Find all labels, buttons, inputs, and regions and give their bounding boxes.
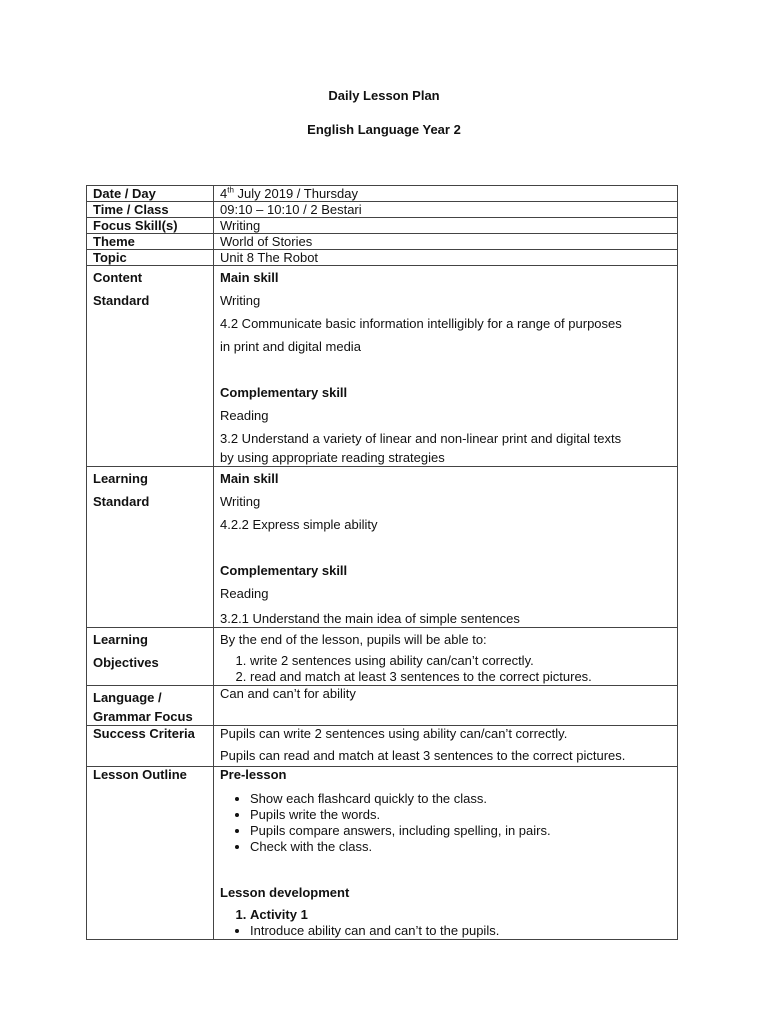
objectives-value bbox=[214, 628, 678, 686]
document-subtitle: English Language Year 2 bbox=[307, 122, 461, 137]
content-label-line1: Content bbox=[93, 270, 143, 285]
objectives-label bbox=[87, 628, 214, 686]
content-comp-heading: Complementary skill bbox=[220, 385, 348, 400]
outline-value bbox=[214, 767, 678, 940]
ls-comp-heading: Complementary skill bbox=[220, 563, 348, 578]
pre-lesson-heading: Pre-lesson bbox=[220, 767, 287, 782]
theme-label: Theme bbox=[87, 234, 214, 250]
focus-value: Writing bbox=[214, 218, 678, 234]
row-objectives bbox=[87, 628, 678, 686]
ls-comp-skill: Reading bbox=[220, 586, 269, 601]
content-comp-skill: Reading bbox=[220, 408, 269, 423]
content-standard-label bbox=[87, 266, 214, 467]
objective-item: 1. write 2 sentences using ability can/can’t correctly. bbox=[250, 653, 671, 669]
content-comp-line1: 3.2 Understand a variety of linear and non-linear print and digital texts bbox=[220, 431, 622, 446]
content-main-line2: in print and digital media bbox=[220, 339, 361, 354]
time-value: 09:10 – 10:10 / 2 Bestari bbox=[214, 202, 678, 218]
objectives-label-line1: Learning bbox=[93, 632, 148, 647]
content-main-skill: Writing bbox=[220, 293, 261, 308]
topic-label: Topic bbox=[87, 250, 214, 266]
lesson-development-heading: Lesson development bbox=[220, 885, 350, 900]
row-language bbox=[87, 686, 678, 726]
learning-standard-label bbox=[87, 467, 214, 628]
objectives-intro: By the end of the lesson, pupils will be able to: bbox=[220, 632, 487, 647]
content-main-heading: Main skill bbox=[220, 270, 279, 285]
row-topic bbox=[87, 250, 678, 266]
row-outline bbox=[87, 767, 678, 940]
row-time bbox=[87, 202, 678, 218]
activity-item: • Introduce ability can and can’t to the pupils. bbox=[250, 923, 671, 939]
language-label bbox=[87, 686, 214, 726]
row-success bbox=[87, 726, 678, 767]
learning-standard-value bbox=[214, 467, 678, 628]
pre-lesson-item: • Pupils compare answers, including spelling, in pairs. bbox=[250, 823, 671, 839]
success-value bbox=[214, 726, 678, 767]
row-content-standard bbox=[87, 266, 678, 467]
time-label: Time / Class bbox=[87, 202, 214, 218]
content-main-line1: 4.2 Communicate basic information intelligibly for a range of purposes bbox=[220, 316, 622, 331]
document-title: Daily Lesson Plan bbox=[328, 88, 440, 103]
activity-items bbox=[220, 923, 671, 939]
ls-main-heading: Main skill bbox=[220, 471, 279, 486]
ls-main-skill: Writing bbox=[220, 494, 261, 509]
objectives-label-line2: Objectives bbox=[93, 655, 159, 670]
success-line1: Pupils can write 2 sentences using ability can/can’t correctly. bbox=[220, 726, 568, 741]
language-label-line1: Language / bbox=[93, 690, 162, 705]
focus-label: Focus Skill(s) bbox=[87, 218, 214, 234]
objectives-list bbox=[220, 653, 671, 685]
success-line2: Pupils can read and match at least 3 sentences to the correct pictures. bbox=[220, 748, 626, 763]
outline-label: Lesson Outline bbox=[87, 767, 214, 940]
row-theme bbox=[87, 234, 678, 250]
pre-lesson-item: • Pupils write the words. bbox=[250, 807, 671, 823]
objective-item: 2. read and match at least 3 sentences to the correct pictures. bbox=[250, 669, 671, 685]
content-label-line2: Standard bbox=[93, 293, 150, 308]
date-label: Date / Day bbox=[87, 186, 214, 202]
topic-value: Unit 8 The Robot bbox=[214, 250, 678, 266]
row-focus bbox=[87, 218, 678, 234]
language-label-line2: Grammar Focus bbox=[93, 709, 193, 724]
activity-heading: 1. Activity 1 bbox=[250, 907, 671, 923]
content-standard-value bbox=[214, 266, 678, 467]
date-value: 4th July 2019 / Thursday bbox=[214, 186, 678, 202]
learning-standard-label-line1: Learning bbox=[93, 471, 148, 486]
content-comp-line2: by using appropriate reading strategies bbox=[220, 450, 445, 465]
row-date bbox=[87, 186, 678, 202]
ls-main-line: 4.2.2 Express simple ability bbox=[220, 517, 378, 532]
language-value: Can and can’t for ability bbox=[214, 686, 678, 726]
activity-list bbox=[220, 907, 671, 923]
success-label: Success Criteria bbox=[87, 726, 214, 767]
ls-comp-line: 3.2.1 Understand the main idea of simple sentences bbox=[220, 611, 520, 626]
row-learning-standard bbox=[87, 467, 678, 628]
learning-standard-label-line2: Standard bbox=[93, 494, 150, 509]
pre-lesson-item: • Show each flashcard quickly to the class. bbox=[250, 791, 671, 807]
theme-value: World of Stories bbox=[214, 234, 678, 250]
pre-lesson-item: • Check with the class. bbox=[250, 839, 671, 855]
lesson-plan-table bbox=[86, 185, 678, 940]
pre-lesson-list bbox=[220, 791, 671, 855]
